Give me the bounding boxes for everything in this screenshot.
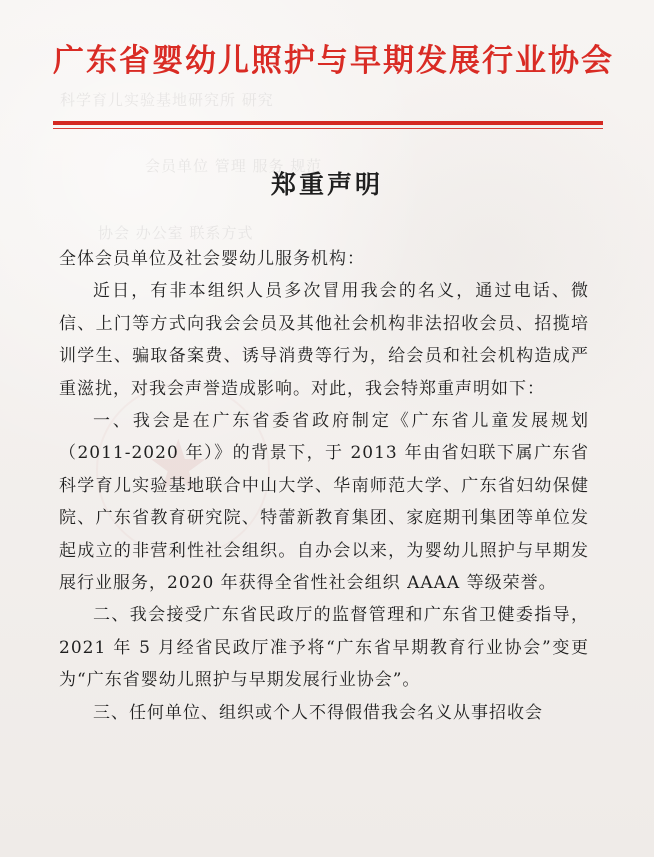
- document-body: [59, 243, 589, 729]
- paragraph-one: 一、我会是在广东省委省政府制定《广东省儿童发展规划（2011-2020 年）》的背景下，于 2013 年由省妇联下属广东省科学育儿实验基地联合中山大学、华南师范大学、广东省妇幼保健院、广东省教育研究院、特蕾新教育集团、家庭期刊集团等单位发起成立的非营利性社会组织。自办会以来，为婴幼儿照护与早期发展行业服务，2020 年获得全省性社会组织 AAAA 等级荣誉。: [59, 411, 589, 594]
- faint-star-icon: ★: [146, 424, 211, 508]
- paragraph-intro: 近日，有非本组织人员多次冒用我会的名义，通过电话、微信、上门等方式向我会会员及其他社会机构非法招收会员、招揽培训学生、骗取备案费、诱导消费等行为，给会员和社会机构造成严重滋扰，对我会声誉造成影响。对此，我会特郑重声明如下：: [59, 281, 589, 399]
- paragraph-two: 二、我会接受广东省民政厅的监督管理和广东省卫健委指导，2021 年 5 月经省民政厅准予将“广东省早期教育行业协会”变更为“广东省婴幼儿照护与早期发展行业协会”。: [59, 605, 589, 691]
- document-title: 郑重声明: [270, 170, 383, 199]
- paragraph-three: 三、任何单位、组织或个人不得假借我会名义从事招收会: [93, 702, 543, 723]
- bleed-through-line-3: 协会 办公室 联系方式: [98, 224, 254, 242]
- organization-header: 广东省婴幼儿照护与早期发展行业协会: [53, 43, 614, 79]
- bleed-through-line-2: 会员单位 管理 服务 规范: [145, 157, 323, 175]
- header-rule-thick: [53, 121, 603, 125]
- salutation: 全体会员单位及社会婴幼儿服务机构：: [59, 249, 365, 269]
- header-rule-thin: [53, 128, 603, 129]
- bleed-through-line-1: 科学育儿实验基地研究所 研究: [60, 91, 274, 109]
